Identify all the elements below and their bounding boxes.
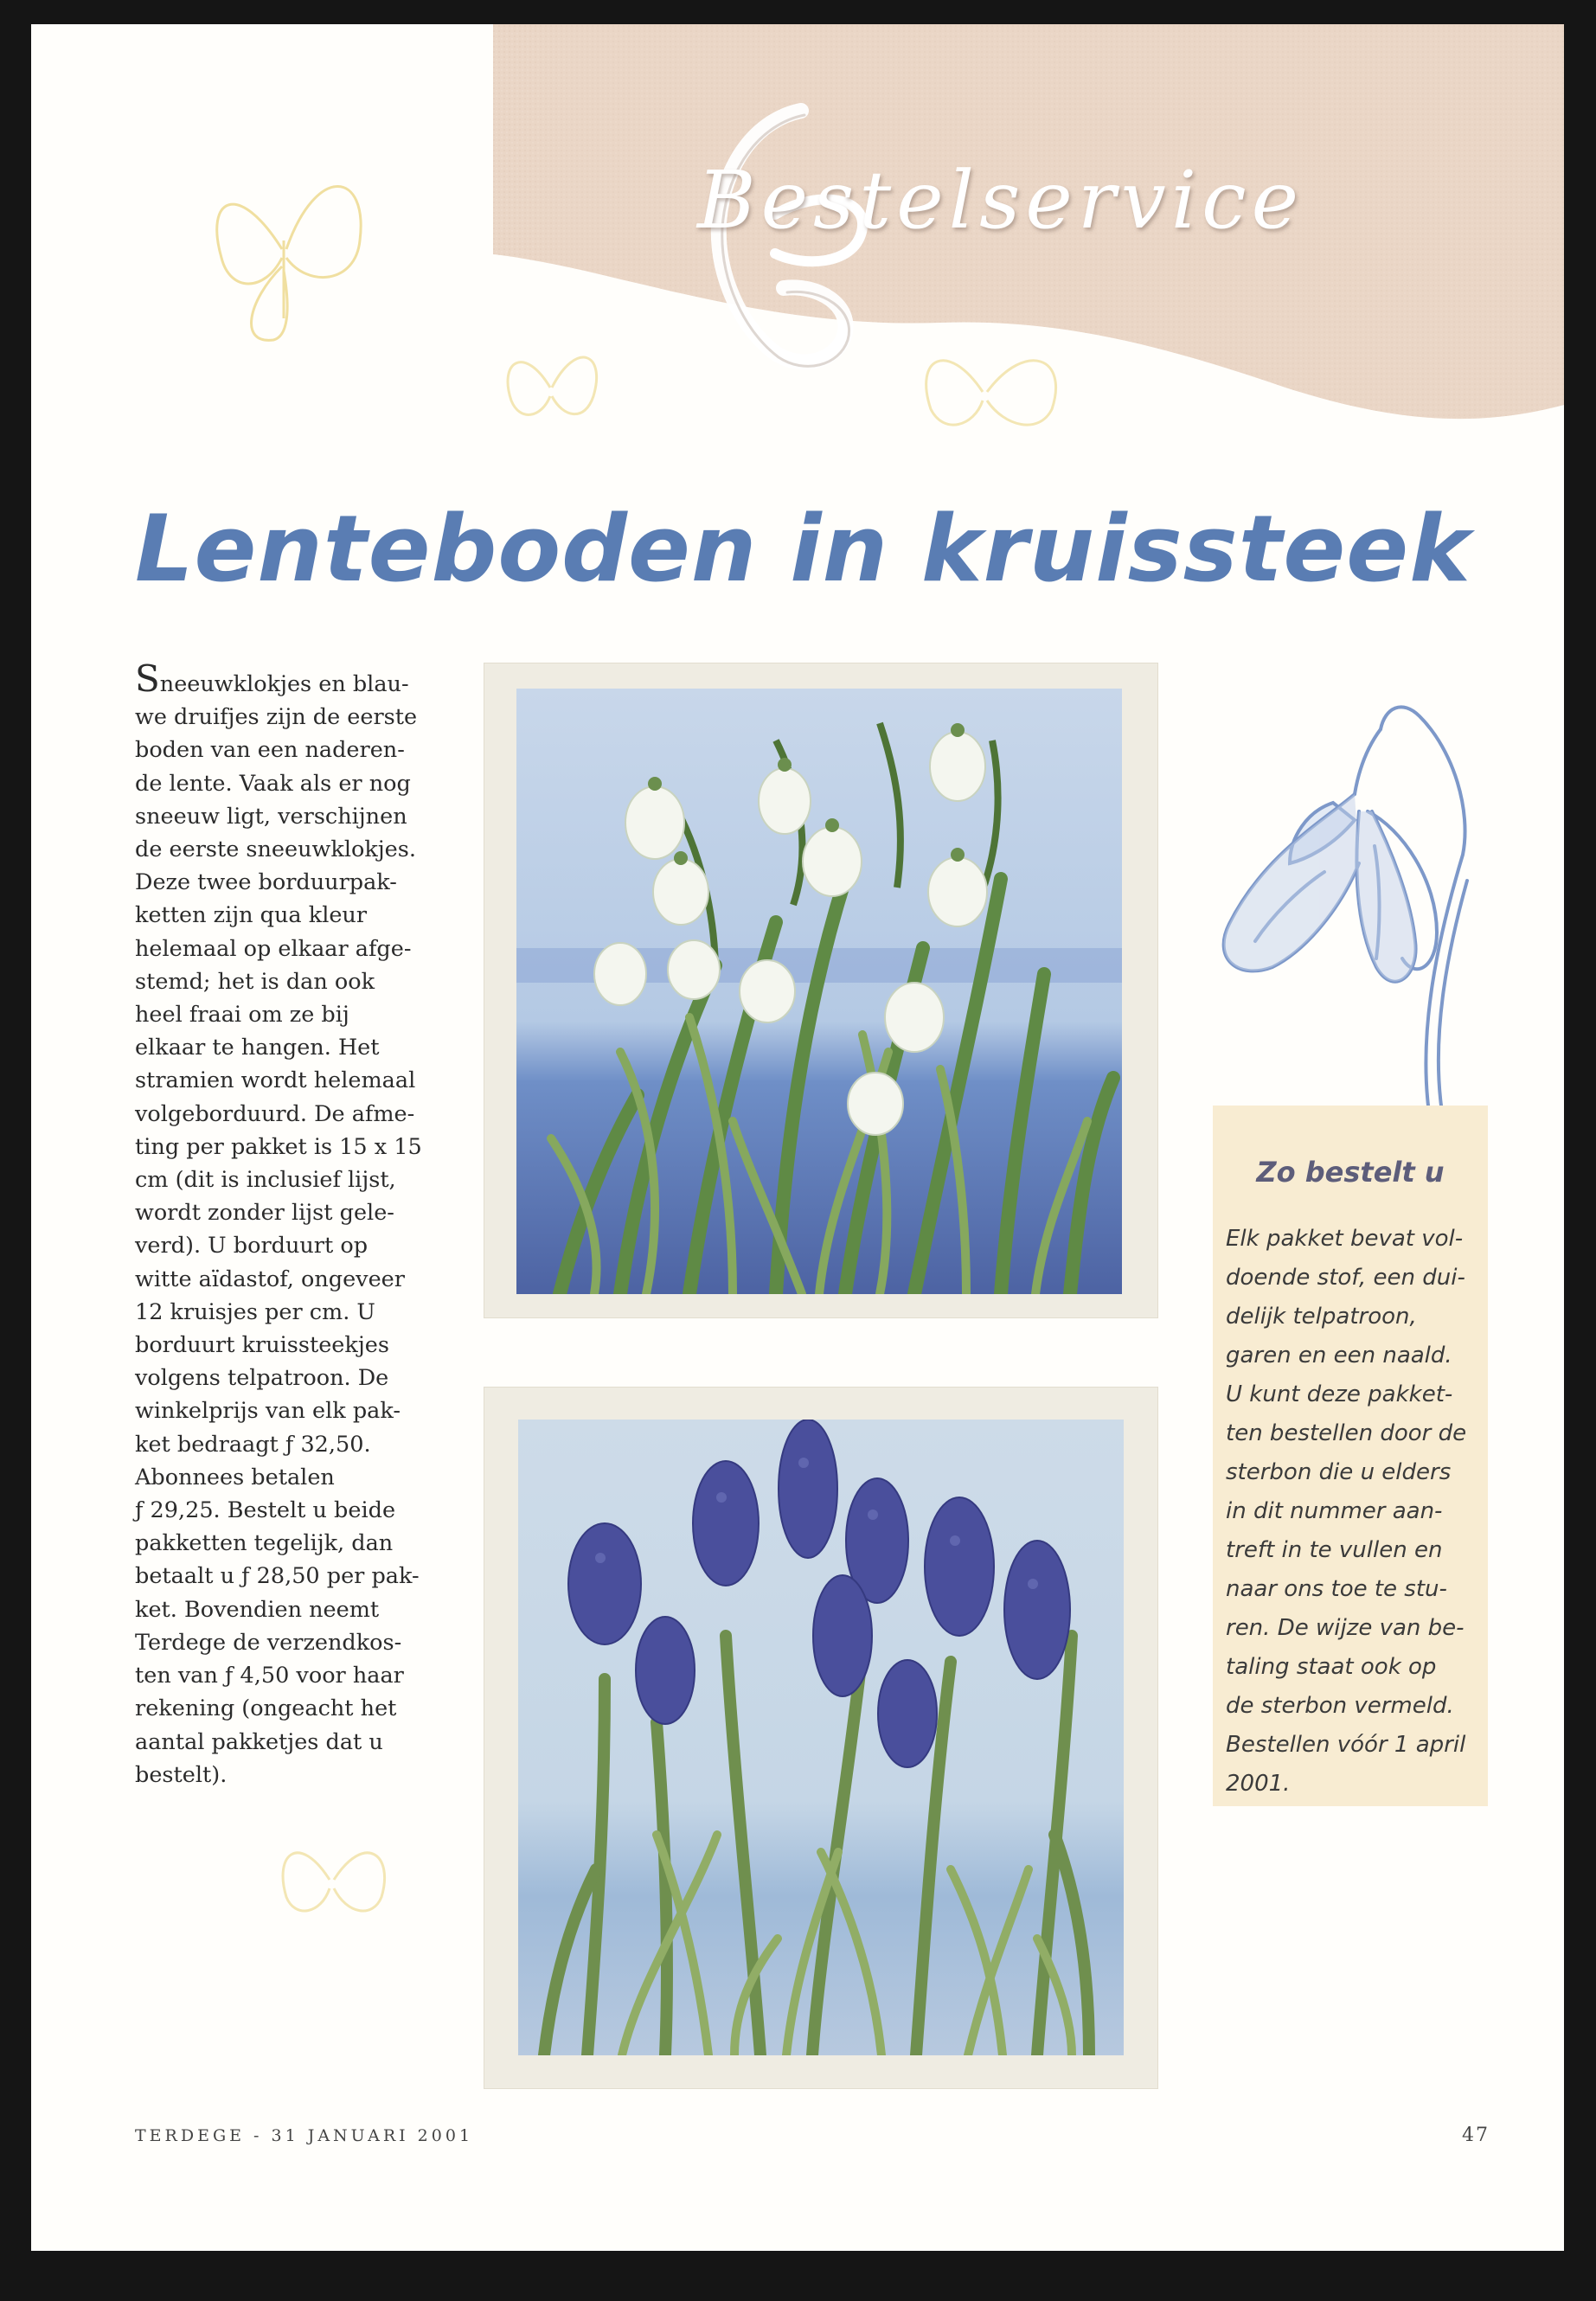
body-line: boden van een naderen- bbox=[135, 737, 405, 764]
body-line: volgeborduurd. De afme- bbox=[135, 1100, 415, 1127]
grape-hyacinth-embroidery-image bbox=[518, 1420, 1124, 2055]
body-line: ƒ 29,25. Bestelt u beide bbox=[135, 1497, 396, 1524]
order-line: naar ons toe te stu- bbox=[1226, 1576, 1447, 1602]
body-line: cm (dit is inclusief lijst, bbox=[135, 1167, 396, 1194]
drop-cap: S bbox=[135, 657, 160, 700]
body-line: 12 kruisjes per cm. U bbox=[135, 1298, 375, 1325]
order-box-text bbox=[1226, 1220, 1485, 1804]
footer-publication: TERDEGE - 31 JANUARI 2001 bbox=[135, 2126, 474, 2145]
snowdrop-embroidery-photo bbox=[484, 663, 1158, 1318]
order-line: 2001. bbox=[1226, 1771, 1291, 1797]
order-line: taling staat ook op bbox=[1226, 1654, 1437, 1680]
body-line: Sneeuwklokjes en blau- bbox=[135, 657, 409, 700]
body-line: ket. Bovendien neemt bbox=[135, 1596, 380, 1623]
order-line: ren. De wijze van be- bbox=[1226, 1615, 1465, 1641]
body-line: rekening (ongeacht het bbox=[135, 1695, 397, 1722]
body-line: borduurt kruissteekjes bbox=[135, 1332, 389, 1359]
order-box-title: Zo bestelt u bbox=[1256, 1156, 1445, 1189]
butterfly-icon bbox=[490, 327, 611, 457]
body-line: elkaar te hangen. Het bbox=[135, 1035, 380, 1061]
article-headline: Lenteboden in kruissteek bbox=[135, 496, 1471, 602]
body-line: helemaal op elkaar afge- bbox=[135, 935, 412, 962]
body-line: ket bedraagt ƒ 32,50. bbox=[135, 1431, 371, 1458]
body-line: sneeuw ligt, verschijnen bbox=[135, 803, 407, 830]
body-line: pakketten tegelijk, dan bbox=[135, 1530, 394, 1557]
body-line: winkelprijs van elk pak- bbox=[135, 1398, 401, 1425]
body-line: de eerste sneeuwklokjes. bbox=[135, 836, 416, 863]
body-line: stemd; het is dan ook bbox=[135, 968, 375, 995]
article-body bbox=[135, 657, 468, 1791]
footer-page-number: 47 bbox=[1462, 2125, 1490, 2146]
order-line: de sterbon vermeld. bbox=[1226, 1693, 1454, 1719]
butterfly-icon bbox=[265, 1815, 403, 1945]
order-line: sterbon die u elders bbox=[1226, 1459, 1452, 1485]
body-line: volgens telpatroon. De bbox=[135, 1365, 389, 1392]
order-line: ten bestellen door de bbox=[1226, 1420, 1467, 1446]
body-line: witte aïdastof, ongeveer bbox=[135, 1266, 405, 1292]
body-line: ten van ƒ 4,50 voor haar bbox=[135, 1663, 404, 1689]
body-line: we druifjes zijn de eerste bbox=[135, 704, 418, 731]
order-line: treft in te vullen en bbox=[1226, 1537, 1443, 1563]
body-line: de lente. Vaak als er nog bbox=[135, 770, 411, 797]
order-line: doende stof, een dui- bbox=[1226, 1265, 1465, 1291]
order-line: Elk pakket bevat vol- bbox=[1226, 1226, 1464, 1252]
body-line: Deze twee borduurpak- bbox=[135, 869, 397, 896]
body-line: stramien wordt helemaal bbox=[135, 1067, 416, 1094]
order-line: in dit nummer aan- bbox=[1226, 1498, 1443, 1524]
order-line: delijk telpatroon, bbox=[1226, 1304, 1417, 1330]
body-line: Terdege de verzendkos- bbox=[135, 1629, 402, 1656]
order-line: Bestellen vóór 1 april bbox=[1226, 1732, 1466, 1758]
body-line: bestelt). bbox=[135, 1761, 228, 1788]
body-line: aantal pakketjes dat u bbox=[135, 1728, 383, 1755]
order-line: U kunt deze pakket- bbox=[1226, 1381, 1453, 1407]
magazine-page bbox=[31, 24, 1564, 2251]
snowdrop-illustration bbox=[1203, 682, 1497, 1106]
body-line: wordt zonder lijst gele- bbox=[135, 1200, 394, 1227]
scan-border-bottom bbox=[0, 2251, 1596, 2301]
scan-border-right bbox=[1564, 0, 1596, 2301]
section-title: Bestelservice bbox=[697, 154, 1304, 247]
butterfly-icon bbox=[905, 323, 1078, 461]
body-line: verd). U borduurt op bbox=[135, 1233, 369, 1259]
butterfly-icon bbox=[187, 145, 386, 362]
order-info-box bbox=[1213, 1106, 1488, 1806]
body-line: ketten zijn qua kleur bbox=[135, 902, 368, 929]
body-line: heel fraai om ze bij bbox=[135, 1002, 349, 1029]
snowdrop-embroidery-image bbox=[516, 689, 1122, 1294]
body-line: ting per pakket is 15 x 15 bbox=[135, 1133, 422, 1160]
body-line: betaalt u ƒ 28,50 per pak- bbox=[135, 1563, 420, 1590]
body-line: Abonnees betalen bbox=[135, 1464, 335, 1490]
grape-hyacinth-embroidery-photo bbox=[484, 1387, 1158, 2089]
order-line: garen en een naald. bbox=[1226, 1343, 1452, 1368]
